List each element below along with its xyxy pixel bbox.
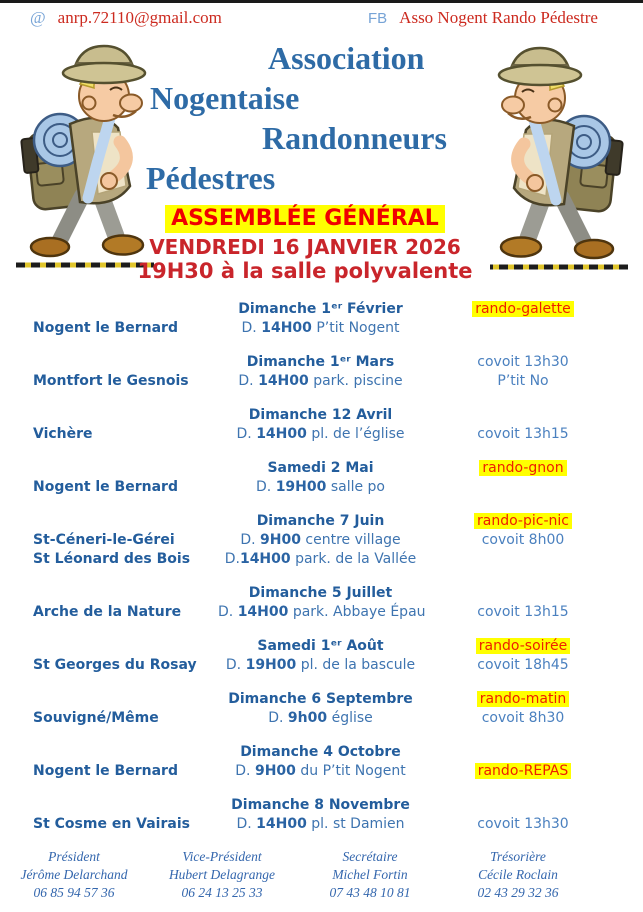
event-tag-label: rando-galette [472,301,574,317]
schedule-event [218,512,423,569]
schedule-row [0,796,643,834]
location-name: Vichère [33,426,93,442]
departure-place: pl. de la bascule [296,657,416,673]
announcement-block [0,205,610,284]
departure-time: 9h00 [287,710,328,726]
schedule-locations [0,584,218,622]
location-name: Nogent le Bernard [33,763,178,779]
event-date: Dimanche 7 Juin [256,513,385,529]
departure-place: église [327,710,373,726]
departure-time: 9H00 [260,532,301,548]
member-phone: 06 24 13 25 33 [181,885,263,900]
member-phone: 02 43 29 32 36 [477,885,559,900]
schedule-event [218,743,423,781]
departure-prefix: D. [236,816,257,832]
event-tag-label: rando-REPAS [475,763,572,779]
member-phone: 06 85 94 57 36 [33,885,115,900]
departure-time: 14H00 [256,426,307,442]
departure-prefix: D. [268,710,288,726]
location-name: St-Céneri-le-Gérei [33,532,175,548]
event-date: Samedi 2 Mai [267,460,374,476]
carpool-note [423,796,623,815]
schedule-row [0,743,643,781]
schedule-notes [423,743,623,781]
assembly-time-place: 19H30 à la salle polyvalente [137,259,473,284]
association-title-line-2: Nogentaise [150,80,300,116]
schedule-locations [0,796,218,834]
departure-prefix: D. [238,373,259,389]
schedule-row [0,512,643,569]
member-role: Secrétaire [342,849,398,864]
schedule-event [218,459,423,497]
departure-place: pl. st Damien [306,816,405,832]
schedule-notes [423,406,623,444]
departure-place: centre village [300,532,401,548]
association-title-line-3: Randonneurs [262,120,447,156]
event-date: Dimanche 12 Avril [248,407,393,423]
carpool-note [423,425,623,444]
departure-time: 14H00 [258,373,309,389]
departure-prefix: D. [225,657,246,673]
assembly-date: VENDREDI 16 JANVIER 2026 [149,235,461,260]
carpool-note [423,531,623,550]
event-detail [218,815,423,834]
event-tag-label: rando-pic-nic [474,513,572,529]
schedule-locations [0,406,218,444]
carpool-note-label: covoit 13h30 [477,816,569,832]
committee-member [296,848,444,902]
departure-time: 9H00 [254,763,296,779]
assembly-heading: ASSEMBLÉE GÉNÉRAL [165,205,445,233]
member-name: Cécile Roclain [478,867,558,882]
carpool-note-label: covoit 13h30 [477,354,569,370]
carpool-note-label: covoit 8h00 [481,532,565,548]
schedule-locations [0,300,218,338]
schedule-row [0,690,643,728]
event-tag [423,512,623,531]
carpool-note [423,743,623,762]
carpool-note [423,406,623,425]
schedule-notes [423,584,623,622]
schedule-row [0,459,643,497]
committee-member [148,848,296,902]
event-detail [218,762,423,781]
departure-place: pl. de l’église [306,426,405,442]
schedule-locations [0,512,218,569]
location-name: Arche de la Nature [33,604,182,620]
event-tag [423,300,623,319]
departure-prefix: D. [218,604,238,620]
schedule-notes [423,637,623,675]
event-date: Dimanche 8 Novembre [231,797,410,813]
at-icon: @ [30,8,46,27]
carpool-note [423,319,623,338]
event-detail [218,709,423,728]
event-date: Dimanche 5 Juillet [248,585,393,601]
schedule-event [218,406,423,444]
event-date: Dimanche 6 Septembre [228,691,413,707]
departure-prefix: D. [256,479,276,495]
carpool-note [423,478,623,497]
association-title-line-1: Association [268,40,425,76]
departure-prefix: D. [224,551,240,567]
member-name: Jérôme Delarchand [20,867,128,882]
schedule-locations [0,637,218,675]
schedule-row [0,300,643,338]
facebook-icon: FB [368,10,388,27]
carpool-note [423,603,623,622]
departure-time: 14H00 [261,320,312,336]
schedule-row [0,637,643,675]
event-detail [218,372,423,391]
event-tag [423,762,623,781]
facebook-contact [368,8,598,28]
carpool-note-label: covoit 18h45 [477,657,569,673]
member-role: Vice-Président [182,849,262,864]
event-date: Dimanche 4 Octobre [240,744,401,760]
departure-place: park. de la Vallée [290,551,417,567]
event-detail [218,603,426,622]
carpool-note [423,372,623,391]
departure-prefix: D. [241,320,262,336]
schedule-event [218,584,426,622]
schedule-event [218,637,423,675]
departure-time: 14H00 [256,816,307,832]
event-tag [423,690,623,709]
event-detail [218,319,423,338]
departure-time: 19H00 [275,479,327,495]
event-date: Samedi 1ᵉʳ Août [257,638,384,654]
carpool-note [423,584,623,603]
schedule-event [218,300,423,338]
departure-place: park. piscine [308,373,403,389]
email-contact [30,8,222,28]
departure-place: du P’tit Nogent [295,763,406,779]
event-detail [218,656,423,675]
location-name: St Léonard des Bois [33,551,191,567]
event-detail [218,550,423,569]
location-name: St Cosme en Vairais [33,816,190,832]
carpool-note-label: covoit 8h30 [481,710,565,726]
event-tag-label: rando-gnon [479,460,566,476]
location-name: Souvigné/Même [33,710,159,726]
schedule-notes [423,459,623,497]
event-date: Dimanche 1ᵉʳ Mars [246,354,395,370]
event-date: Dimanche 1ᵉʳ Février [238,301,403,317]
schedule-locations [0,353,218,391]
carpool-note [423,709,623,728]
carpool-note-label: covoit 13h15 [477,426,569,442]
departure-prefix: D. [236,426,257,442]
event-tag-label: rando-soirée [476,638,570,654]
schedule-notes [423,512,623,569]
member-role: Président [48,849,100,864]
departure-place: park. Abbaye Épau [288,604,426,620]
committee-footer [0,848,592,902]
facebook-page-name: Asso Nogent Rando Pédestre [399,8,598,27]
schedule-locations [0,459,218,497]
departure-place: P’tit Nogent [311,320,400,336]
location-name: Nogent le Bernard [33,479,178,495]
schedule-event [218,690,423,728]
schedule-notes [423,796,623,834]
carpool-note-label: P’tit No [497,373,549,389]
departure-time: 14H00 [239,551,291,567]
schedule-locations [0,690,218,728]
event-detail [218,478,423,497]
schedule-event [218,796,423,834]
departure-prefix: D. [235,763,255,779]
location-name: Nogent le Bernard [33,320,178,336]
schedule-notes [423,690,623,728]
event-detail [218,531,423,550]
carpool-note-label: covoit 13h15 [477,604,569,620]
hike-schedule [0,300,643,849]
email-address: anrp.72110@gmail.com [57,8,222,27]
committee-member [444,848,592,902]
member-name: Hubert Delagrange [168,867,276,882]
event-tag [423,459,623,478]
carpool-note [423,815,623,834]
member-role: Trésorière [490,849,546,864]
schedule-row [0,406,643,444]
event-tag [423,637,623,656]
schedule-notes [423,300,623,338]
schedule-event [218,353,423,391]
departure-prefix: D. [240,532,261,548]
member-name: Michel Fortin [332,867,408,882]
departure-time: 19H00 [245,657,297,673]
association-title-line-4: Pédestres [146,160,276,196]
event-detail [218,425,423,444]
departure-place: salle po [326,479,385,495]
event-tag-label: rando-matin [477,691,569,707]
location-name: St Georges du Rosay [33,657,197,673]
committee-member [0,848,148,902]
location-name: Montfort le Gesnois [33,373,189,389]
schedule-notes [423,353,623,391]
carpool-note [423,656,623,675]
carpool-note [423,353,623,372]
top-border-line [0,0,643,3]
schedule-row [0,353,643,391]
member-phone: 07 43 48 10 81 [329,885,411,900]
schedule-locations [0,743,218,781]
departure-time: 14H00 [237,604,289,620]
schedule-row [0,584,643,622]
